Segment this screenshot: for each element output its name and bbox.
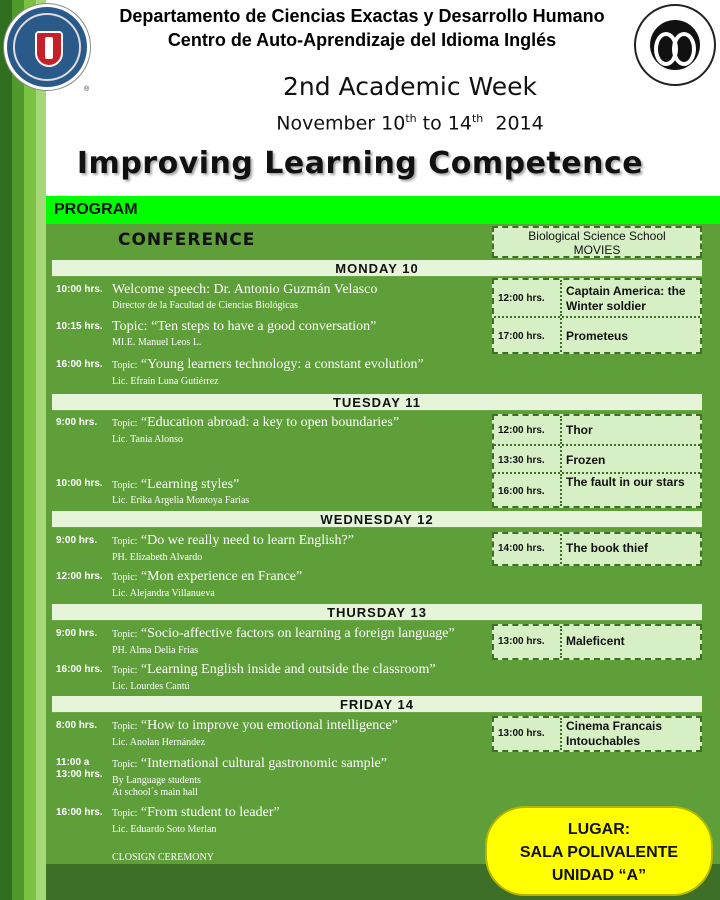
dept-line-1: Departamento de Ciencias Exactas y Desarrollo Humano bbox=[119, 6, 605, 26]
event-title: Topic: “From student to leader” bbox=[112, 805, 280, 820]
event-time: 10:15 hrs. bbox=[56, 321, 103, 332]
event-speaker: Lic. Eduardo Soto Merlan bbox=[112, 824, 217, 835]
program-bar bbox=[46, 196, 720, 224]
movie-row bbox=[494, 446, 700, 474]
event-title: Topic: “Learning styles” bbox=[112, 477, 240, 492]
movie-time: 13:00 hrs. bbox=[498, 636, 545, 647]
event-speaker: Lic. Tania Alonso bbox=[112, 434, 184, 445]
event-title: Topic: “Socio-affective factors on learning a foreign language” bbox=[112, 626, 455, 641]
event-title: Topic: “Young learners technology: a constant evolution” bbox=[112, 357, 424, 372]
movie-row bbox=[494, 318, 700, 352]
movie-title: Maleficent bbox=[566, 634, 625, 648]
week-dates: November 10th to 14th 2014 bbox=[276, 112, 544, 135]
event-time: 9:00 hrs. bbox=[56, 535, 98, 546]
decor-stripe bbox=[12, 0, 24, 900]
venue-name: SALA POLIVALENTE bbox=[519, 844, 679, 861]
event-speaker: By Language students bbox=[112, 775, 201, 786]
event-title: Topic: “Mon experience en France” bbox=[112, 569, 303, 584]
event-speaker: PH. Alma Delia Frías bbox=[112, 645, 199, 656]
movie-time: 14:00 hrs. bbox=[498, 543, 545, 554]
dept-line-2: Centro de Auto-Aprendizaje del Idioma Inglés bbox=[167, 30, 557, 50]
event-time: 12:00 hrs. bbox=[56, 571, 103, 582]
movie-title: Captain America: the Winter soldier bbox=[566, 284, 686, 313]
event-title: Topic: “How to improve you emotional intelligence” bbox=[112, 718, 398, 733]
event-title: Topic: “Learning English inside and outside the classroom” bbox=[112, 662, 436, 677]
movie-row bbox=[494, 416, 700, 446]
day-header: TUESDAY 11 bbox=[52, 394, 702, 411]
event-time: 9:00 hrs. bbox=[56, 417, 98, 428]
venue-badge bbox=[485, 806, 713, 896]
closing-ceremony: CLOSIGN CEREMONY bbox=[112, 852, 214, 863]
movie-schedule-box bbox=[492, 624, 702, 660]
movie-title: The fault in our stars bbox=[566, 475, 685, 489]
event-speaker: Lic. Anolan Hernández bbox=[112, 737, 206, 748]
movie-schedule-box bbox=[492, 532, 702, 566]
registered-mark: ® bbox=[84, 86, 90, 93]
movie-schedule-box bbox=[492, 414, 702, 508]
event-speaker: Lic. Efraín Luna Gutiérrez bbox=[112, 376, 219, 387]
movies-header-line-2: MOVIES bbox=[573, 243, 621, 257]
movie-time: 13:30 hrs. bbox=[498, 455, 545, 466]
event-time: 8:00 hrs. bbox=[56, 720, 98, 731]
program-label: PROGRAM bbox=[54, 201, 138, 218]
event-time: 10:00 hrs. bbox=[56, 284, 103, 295]
movie-title: Frozen bbox=[566, 453, 606, 467]
movie-schedule-box bbox=[492, 716, 702, 752]
event-time: 16:00 hrs. bbox=[56, 807, 103, 818]
event-speaker: Lic. Erika Argelia Montoya Farías bbox=[112, 495, 250, 506]
event-speaker: Lic. Lourdes Cantú bbox=[112, 681, 190, 692]
movie-title: Cinema Francais Intouchables bbox=[566, 719, 663, 748]
event-time: 9:00 hrs. bbox=[56, 628, 98, 639]
event-time: 16:00 hrs. bbox=[56, 664, 103, 675]
movie-row bbox=[494, 534, 700, 564]
movie-row bbox=[494, 280, 700, 318]
main-title: Improving Learning Competence bbox=[76, 146, 644, 181]
event-title: Topic: “International cultural gastronomic sample” bbox=[112, 756, 387, 771]
movie-row bbox=[494, 718, 700, 750]
movie-time: 17:00 hrs. bbox=[498, 331, 545, 342]
department-heading bbox=[94, 4, 630, 52]
conference-label: CONFERENCE bbox=[118, 230, 256, 250]
event-time: 16:00 hrs. bbox=[56, 359, 103, 370]
movie-row bbox=[494, 626, 700, 658]
event-speaker: MI.E. Manuel Leos L. bbox=[112, 337, 202, 348]
movie-time: 13:00 hrs. bbox=[498, 728, 545, 739]
decor-stripe bbox=[0, 0, 12, 900]
event-location: At school´s main hall bbox=[112, 787, 198, 798]
event-speaker: PH. Elizabeth Alvardo bbox=[112, 552, 203, 563]
event-title: Topic: “Ten steps to have a good conversation” bbox=[112, 319, 377, 334]
event-title: Topic: “Do we really need to learn English?” bbox=[112, 533, 354, 548]
venue-label: LUGAR: bbox=[567, 821, 631, 838]
movie-time: 16:00 hrs. bbox=[498, 486, 545, 497]
decor-stripe bbox=[24, 0, 36, 900]
movie-time: 12:00 hrs. bbox=[498, 293, 545, 304]
week-title: 2nd Academic Week bbox=[282, 72, 538, 101]
day-header: FRIDAY 14 bbox=[52, 696, 702, 713]
movie-title: The book thief bbox=[566, 541, 648, 555]
movie-title: Prometeus bbox=[566, 329, 629, 343]
movies-header bbox=[492, 226, 702, 258]
movies-header-line-1: Biological Science School bbox=[528, 229, 666, 243]
event-time: 10:00 hrs. bbox=[56, 478, 103, 489]
day-header: THURSDAY 13 bbox=[52, 604, 702, 621]
movie-time: 12:00 hrs. bbox=[498, 425, 545, 436]
venue-unit: UNIDAD “A” bbox=[551, 867, 647, 884]
event-title: Topic: “Education abroad: a key to open boundaries” bbox=[112, 415, 400, 430]
day-header: MONDAY 10 bbox=[52, 260, 702, 277]
event-title: Welcome speech: Dr. Antonio Guzmán Velasco bbox=[112, 282, 378, 297]
event-speaker: Lic. Alejandra Villanueva bbox=[112, 588, 215, 599]
decor-stripe bbox=[36, 0, 46, 900]
event-time: 11:00 a 13:00 hrs. bbox=[56, 757, 103, 780]
movie-schedule-box bbox=[492, 278, 702, 354]
event-speaker: Director de la Facultad de Ciencias Biológicas bbox=[112, 300, 299, 311]
movie-row bbox=[494, 474, 700, 506]
day-header: WEDNESDAY 12 bbox=[52, 511, 702, 528]
movie-title: Thor bbox=[566, 423, 593, 437]
